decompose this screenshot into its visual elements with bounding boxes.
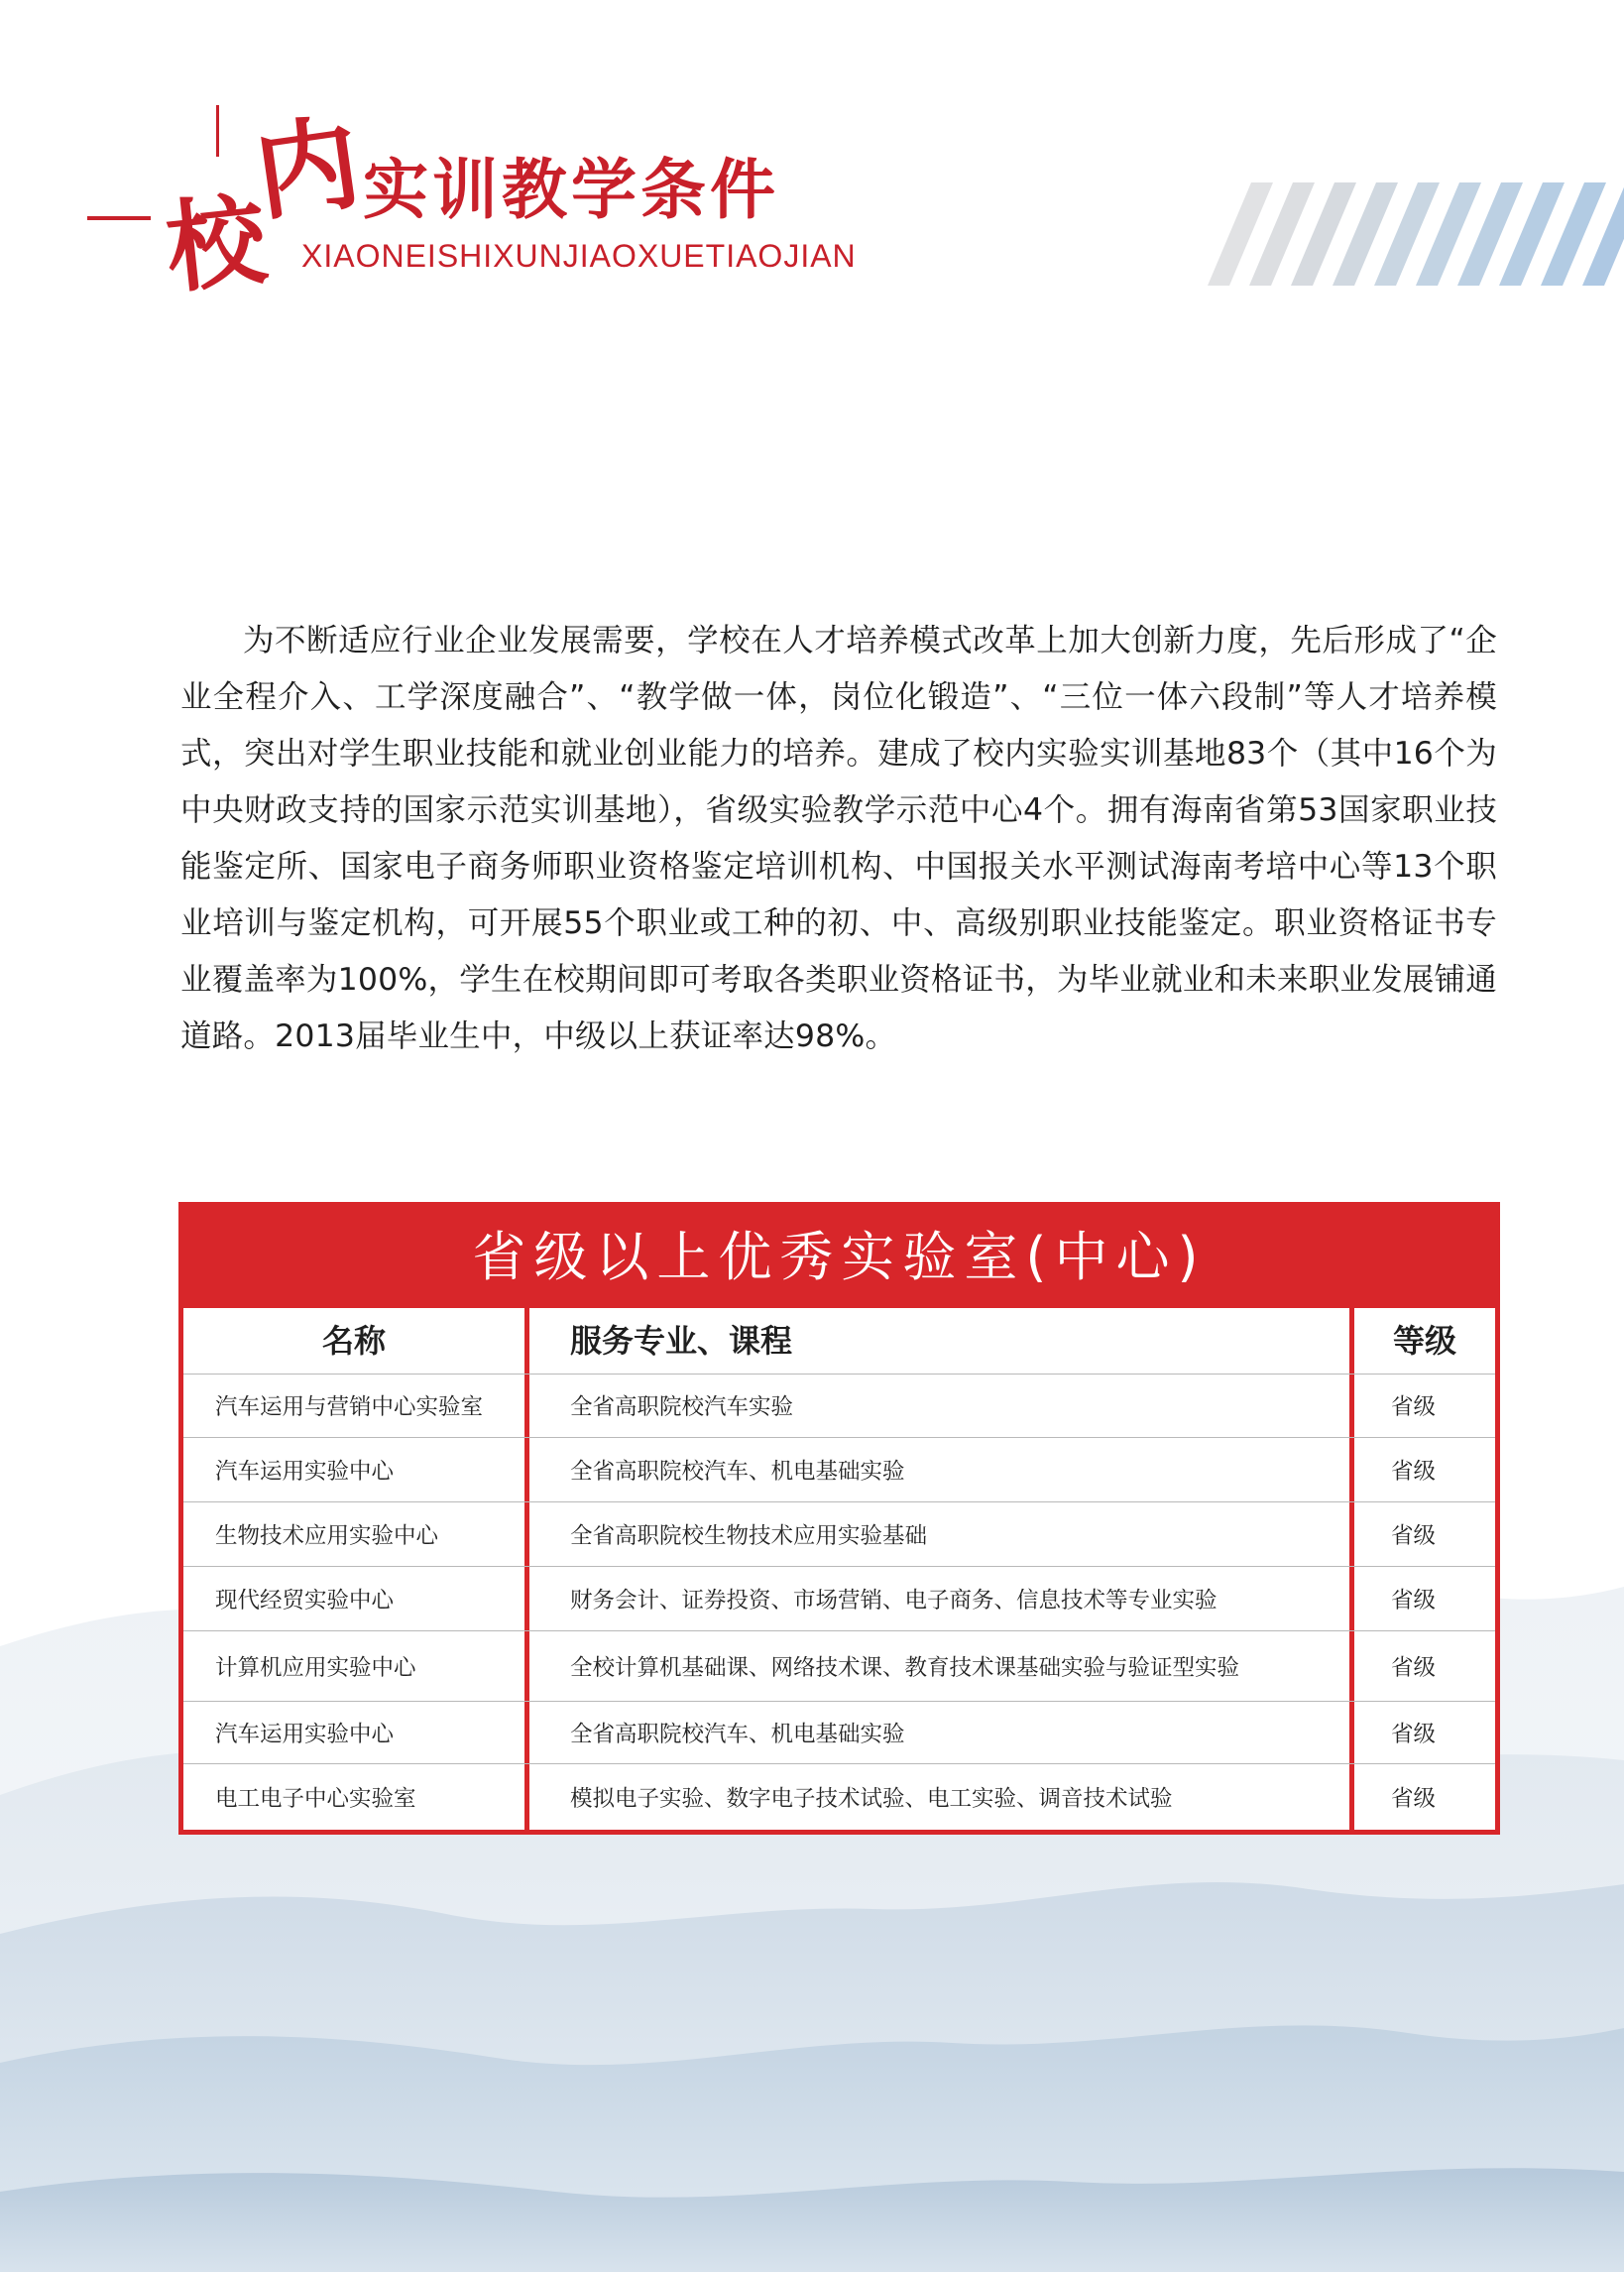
table-row	[183, 1567, 1495, 1631]
table-grid	[183, 1308, 1495, 1830]
cell-level: 省级	[1391, 1459, 1437, 1485]
cell-name: 计算机应用实验中心	[215, 1655, 416, 1681]
cell-service: 全省高职院校生物技术应用实验基础	[570, 1523, 928, 1549]
table-row	[183, 1374, 1495, 1438]
cell-service: 模拟电子实验、数字电子技术试验、电工实验、调音技术试验	[570, 1786, 1173, 1812]
table-row	[183, 1631, 1495, 1702]
decorative-stripes	[1208, 182, 1624, 286]
header-service: 服务专业、课程	[570, 1322, 793, 1360]
cell-name: 汽车运用实验中心	[215, 1722, 395, 1747]
cell-level: 省级	[1391, 1722, 1437, 1747]
cell-service: 全省高职院校汽车、机电基础实验	[570, 1459, 905, 1485]
section-title: 实训教学条件	[363, 151, 779, 228]
cell-level: 省级	[1391, 1786, 1437, 1812]
cell-name: 电工电子中心实验室	[215, 1786, 416, 1812]
cell-level: 省级	[1391, 1588, 1437, 1614]
cell-service: 财务会计、证券投资、市场营销、电子商务、信息技术等专业实验	[570, 1588, 1218, 1614]
cell-name: 现代经贸实验中心	[215, 1588, 395, 1614]
cell-level: 省级	[1391, 1655, 1437, 1681]
cell-name: 生物技术应用实验中心	[215, 1523, 439, 1549]
cell-service: 全校计算机基础课、网络技术课、教育技术课基础实验与验证型实验	[570, 1655, 1240, 1681]
table-header-row	[183, 1308, 1495, 1375]
table-row	[183, 1438, 1495, 1502]
header-name: 名称	[321, 1322, 386, 1360]
header-calligraphy-nei: 内	[247, 100, 367, 236]
cell-level: 省级	[1391, 1523, 1437, 1549]
section-title-pinyin: XIAONEISHIXUNJIAOXUETIAOJIAN	[301, 238, 857, 274]
header-vertical-line	[216, 105, 219, 157]
intro-paragraph: 为不断适应行业企业发展需要，学校在人才培养模式改革上加大创新力度，先后形成了“企业全程介入、工学深度融合”、“教学做一体，岗位化锻造”、“三位一体六段制”等人才培养模式，突出对学生职业技能和就业创业能力的培养。建成了校内实验实训基地83个（其中16个为中央财政支持的国家示范实训基地），省级实验教学示范中心4个。拥有海南省第53国家职业技能鉴定所、国家电子商务师职业资格鉴定培训机构、中国报关水平测试海南考培中心等13个职业培训与鉴定机构，可开展55个职业或工种的初、中、高级别职业技能鉴定。职业资格证书专业覆盖率为100%，学生在校期间即可考取各类职业资格证书，为毕业就业和未来职业发展铺通道路。2013届毕业生中，中级以上获证率达98%。	[180, 623, 1497, 1054]
table-row	[183, 1702, 1495, 1764]
cell-level: 省级	[1391, 1394, 1437, 1420]
table-row	[183, 1764, 1495, 1830]
lab-table	[178, 1202, 1500, 1835]
cell-name: 汽车运用实验中心	[215, 1459, 395, 1485]
cell-name: 汽车运用与营销中心实验室	[215, 1394, 484, 1420]
cell-service: 全省高职院校汽车、机电基础实验	[570, 1722, 905, 1747]
header-calligraphy-xiao: 校	[161, 180, 272, 307]
cell-service: 全省高职院校汽车实验	[570, 1394, 794, 1420]
table-title: 省级以上优秀实验室(中心)	[183, 1207, 1495, 1308]
header-level: 等级	[1392, 1322, 1456, 1360]
table-row	[183, 1502, 1495, 1567]
header-horizontal-line	[87, 216, 151, 220]
